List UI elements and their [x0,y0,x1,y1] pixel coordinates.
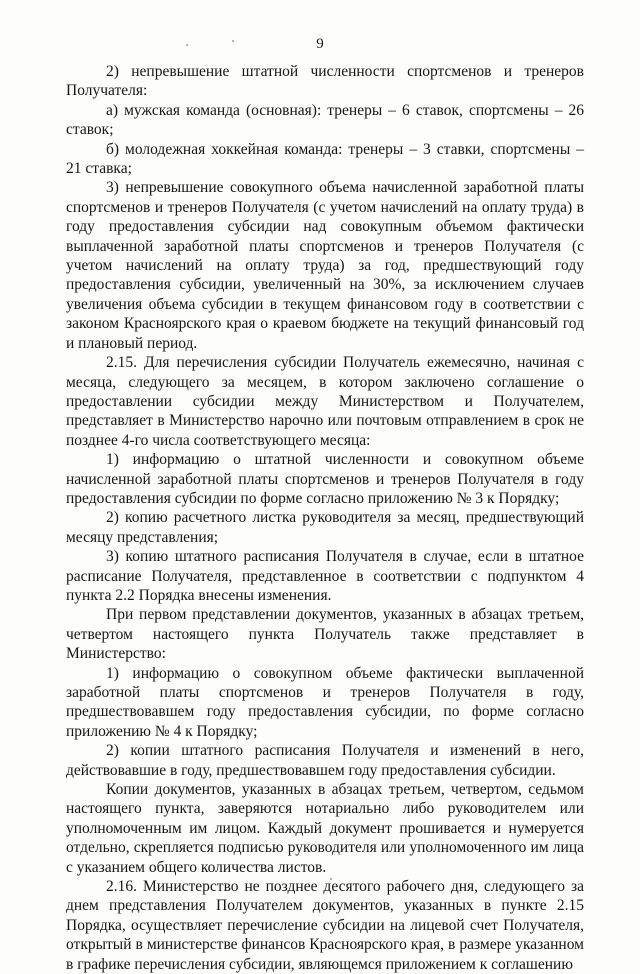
scan-speck [186,44,188,46]
paragraph: При первом представлении документов, указанных в абзацах третьем, четвертом настоящего пункта Получатель также представляет в Министерство: [66,606,584,663]
paragraph: 2.16. Министерство не позднее десятого рабочего дня, следующего за днем представления Получателем документов, указанных в пункте 2.15 Порядка, осуществляет перечисление субсидии на лицевой счет Получателя, открытый в министерстве финансов Красноярского края, в размере указанном в графике перечисления субсидии, являющемся приложением к соглашению [66,878,584,973]
paragraph: 2.15. Для перечисления субсидии Получатель ежемесячно, начиная с месяца, следующего за месяцем, в котором заключено соглашение о предоставлении субсидии между Министерством и Получателем, представляет в Министерство нарочно или почтовым отправлением в срок не позднее 4-го числа соответствующего месяца: [66,354,584,449]
paragraph: а) мужская команда (основная): тренеры – 6 ставок, спортсмены – 26 ставок; [66,101,584,139]
document-body [66,62,584,974]
paragraph: 3) непревышение совокупного объема начисленной заработной платы спортсменов и тренеров Получателя (с учетом начислений на оплату труда) в году предоставления субсидии над совокупным объемом фактически выплаченной заработной платы спортсменов и тренеров Получателя (с учетом начислений на оплату труда) за год, предшествующий году предоставления субсидии, увеличенный на 30%, за исключением случаев увеличения объема субсидии в текущем финансовом году в соответствии с законом Красноярского края о краевом бюджете на текущий финансовый год и плановый период. [66,179,584,352]
page-number: 9 [316,36,324,52]
paragraph: 3) копию штатного расписания Получателя в случае, если в штатное расписание Получателя, представленное в соответствии с подпунктом 4 пункта 2.2 Порядка внесены изменения. [66,548,584,604]
paragraph: 1) информацию о штатной численности и совокупном объеме начисленной заработной платы спортсменов и тренеров Получателя в году предоставления субсидии по форме согласно приложению № 3 к Порядку; [66,451,584,507]
paragraph: б) молодежная хоккейная команда: тренеры – 3 ставки, спортсмены – 21 ставка; [66,140,584,178]
paragraph: 2) копии штатного расписания Получателя и изменений в него, действовавшие в году, предшествовавшем году предоставления субсидии. [66,742,584,779]
paragraph: 2) копию расчетного листка руководителя за месяц, предшествующий месяцу представления; [66,509,584,546]
scan-speck [232,40,234,42]
paragraph: Копии документов, указанных в абзацах третьем, четвертом, седьмом настоящего пункта, заверяются нотариально либо руководителем или уполномоченным им лицом. Каждый документ прошивается и нумеруется отдельно, скрепляется подписью руководителя или уполномоченного им лица с указанием общего количества листов. [66,781,584,876]
paragraph: 2) непревышение штатной численности спортсменов и тренеров Получателя: [66,63,584,100]
paragraph: 1) информацию о совокупном объеме фактически выплаченной заработной платы спортсменов и тренеров Получателя в году, предшествовавшем году предоставления субсидии, по форме согласно приложению № 4 к Порядку; [66,664,584,740]
